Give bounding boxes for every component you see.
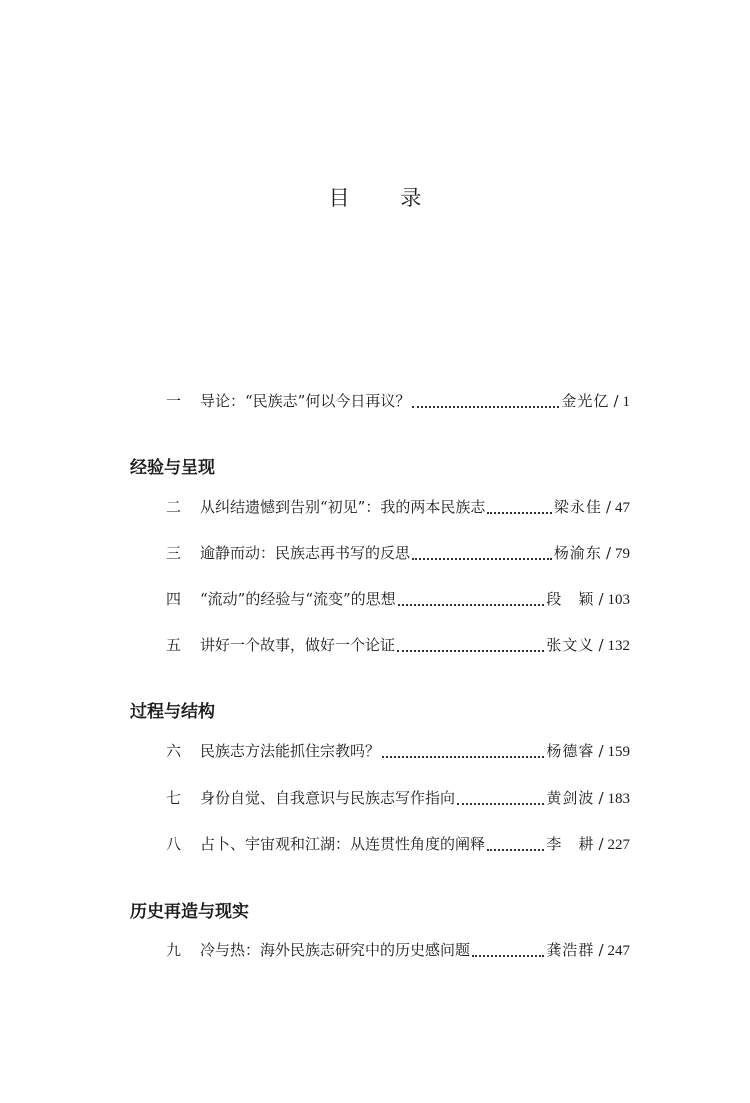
chapter-number: 六 [166,742,182,760]
page-separator: / [605,498,611,516]
page-number: 1 [622,394,630,410]
page-number: 132 [607,638,630,654]
chapter-number: 五 [166,636,182,654]
chapter-number: 二 [166,498,182,516]
toc-entry[interactable] [166,588,630,612]
page-number: 79 [615,546,630,562]
toc-entry[interactable] [166,939,630,963]
page-separator: / [598,789,604,807]
page-number: 227 [607,837,630,853]
chapter-author: 杨渝东 [553,544,602,562]
chapter-title: 冷与热：海外民族志研究中的历史感问题 [200,941,471,959]
chapter-title: 讲好一个故事，做好一个论证 [200,636,396,654]
page-separator: / [598,941,604,959]
chapter-number: 八 [166,835,182,853]
dot-leader [487,848,544,851]
toc-entry[interactable] [166,496,630,520]
dot-leader [457,802,544,805]
chapter-title: 占卜、宇宙观和江湖：从连贯性角度的阐释 [200,835,486,853]
chapter-number: 一 [166,392,182,410]
chapter-title: 身份自觉、自我意识与民族志写作指向 [200,789,456,807]
dot-leader [397,649,544,652]
page-separator: / [598,835,604,853]
page-number: 247 [607,943,630,959]
dot-leader [398,603,545,606]
chapter-author: 龚浩群 [546,941,595,959]
chapter-author: 段 颖 [546,590,595,608]
chapter-number: 七 [166,789,182,807]
chapter-author: 杨德睿 [546,742,595,760]
chapter-title: 从纠结遗憾到告别“初见”：我的两本民族志 [200,498,486,516]
section-heading: 经验与呈现 [130,458,215,478]
section-heading: 历史再造与现实 [130,902,249,922]
page-number: 183 [607,791,630,807]
chapter-number: 三 [166,544,182,562]
dot-leader [487,511,552,514]
chapter-author: 金光亿 [561,392,610,410]
toc-entry[interactable] [166,833,630,857]
toc-entry[interactable] [166,390,630,414]
section-heading: 过程与结构 [130,702,215,722]
page-number: 159 [607,744,630,760]
chapter-author: 梁永佳 [553,498,602,516]
page-separator: / [598,590,604,608]
chapter-title: 逾静而动：民族志再书写的反思 [200,544,411,562]
chapter-number: 四 [166,590,182,608]
chapter-author: 黄剑波 [546,789,595,807]
chapter-title: 民族志方法能抓住宗教吗？ [200,742,381,760]
dot-leader [472,954,544,957]
page-separator: / [598,742,604,760]
toc-entry[interactable] [166,542,630,566]
toc-entry[interactable] [166,740,630,764]
page-number: 47 [615,500,630,516]
page-separator: / [605,544,611,562]
page-number: 103 [607,592,630,608]
page-separator: / [613,392,619,410]
chapter-number: 九 [166,941,182,959]
chapter-title: 导论：“民族志”何以今日再议？ [200,392,411,410]
page-separator: / [598,636,604,654]
dot-leader [382,755,544,758]
dot-leader [412,557,552,560]
toc-entry[interactable] [166,787,630,811]
toc-entry[interactable] [166,634,630,658]
chapter-author: 李 耕 [546,835,595,853]
chapter-author: 张文义 [546,636,595,654]
page-title: 目 录 [328,186,444,210]
chapter-title: “流动”的经验与“流变”的思想 [200,590,396,608]
dot-leader [412,405,559,408]
